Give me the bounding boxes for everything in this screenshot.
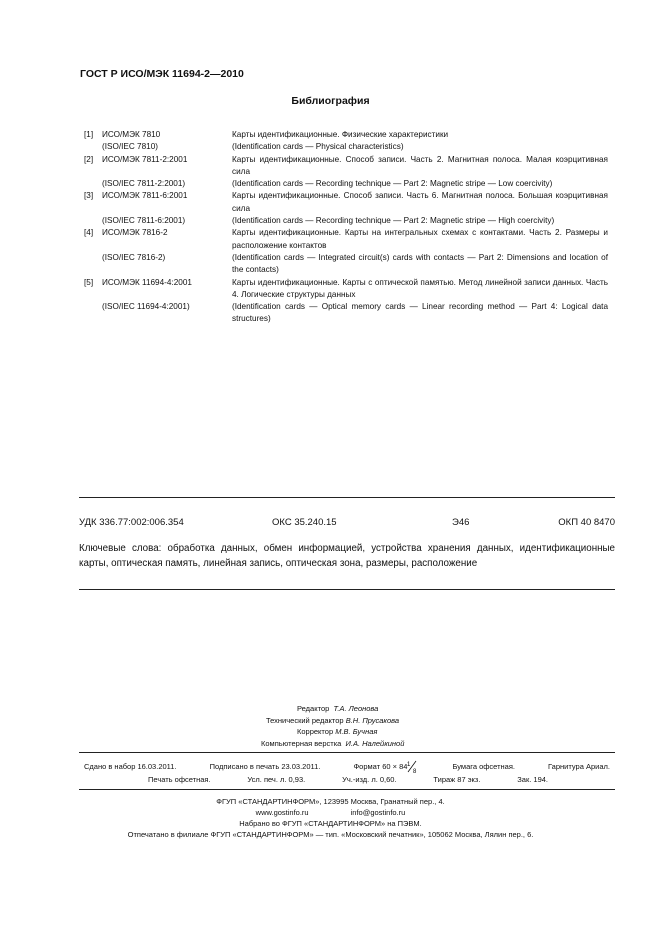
publisher-typeset: Набрано во ФГУП «СТАНДАРТИНФОРМ» на ПЭВМ. bbox=[239, 819, 422, 828]
bib-row bbox=[84, 129, 608, 141]
format-fraction bbox=[407, 763, 419, 772]
imprint-format bbox=[353, 760, 419, 773]
bib-number bbox=[84, 215, 102, 227]
editor-role: Корректор bbox=[297, 727, 334, 736]
imprint-item: Формат 60 × 84 bbox=[353, 762, 408, 771]
bib-number: [4] bbox=[84, 228, 94, 238]
bib-code: (ISO/IEC 7811-6:2001) bbox=[102, 216, 186, 226]
keywords: Ключевые слова: обработка данных, обмен информацией, устройства хранения данных, идентификационные карты, оптическая память, линейная запись, оптическая зона, размеры, расположение bbox=[79, 543, 615, 569]
publisher-contacts bbox=[0, 807, 661, 818]
publisher-website: www.gostinfo.ru bbox=[255, 808, 309, 817]
bib-number: [3] bbox=[84, 191, 94, 201]
editor-role: Компьютерная верстка bbox=[261, 738, 342, 748]
editor-line bbox=[266, 715, 661, 727]
editor-name: В.Н. Прусакова bbox=[345, 715, 400, 725]
bib-row bbox=[84, 215, 608, 227]
publisher-printed: Отпечатано в филиале ФГУП «СТАНДАРТИНФОРМ» — тип. «Московский печатник», 105062 Москва, Лялин пер., 6. bbox=[127, 830, 534, 839]
editor-line bbox=[297, 726, 661, 738]
bib-row bbox=[84, 252, 608, 277]
e-code: Э46 bbox=[452, 517, 470, 528]
bib-code: (ISO/IEC 7810) bbox=[102, 142, 158, 152]
editors-block bbox=[0, 703, 661, 749]
editor-name: И.А. Налейкиной bbox=[345, 738, 405, 748]
bib-code: ИСО/МЭК 7811-2:2001 bbox=[102, 154, 188, 164]
divider-middle bbox=[79, 589, 615, 590]
imprint-item: Печать офсетная. bbox=[148, 775, 211, 784]
editor-name: Т.А. Леонова bbox=[333, 704, 379, 713]
imprint-item: Гарнитура Ариал. bbox=[548, 762, 610, 771]
divider-imprint-top bbox=[79, 752, 615, 753]
editor-name: М.В. Бучная bbox=[335, 727, 378, 736]
bib-code: ИСО/МЭК 7810 bbox=[102, 130, 161, 139]
publisher-address: ФГУП «СТАНДАРТИНФОРМ», 123995 Москва, Гранатный пер., 4. bbox=[216, 797, 445, 806]
fraction-numerator: 1 bbox=[407, 761, 411, 768]
bib-description: Карты идентификационные. Способ записи. Часть 6. Магнитная полоса. Большая коэрцитивная сила bbox=[232, 191, 608, 213]
publisher-email: info@gostinfo.ru bbox=[350, 808, 406, 817]
imprint-item: Подписано в печать 23.03.2011. bbox=[209, 762, 321, 771]
okp-code: ОКП 40 8470 bbox=[558, 517, 615, 528]
imprint-line-1 bbox=[84, 760, 610, 773]
imprint-item: Бумага офсетная. bbox=[452, 762, 515, 771]
bib-description: (Identification cards — Optical memory cards — Linear recording method — Part 4: Logical data structures) bbox=[232, 302, 608, 324]
udc-code: УДК 336.77:002:006.354 bbox=[79, 517, 184, 528]
bib-description: Карты идентификационные. Карты с оптической памятью. Метод линейной записи данных. Часть 4. Логические структуры данных bbox=[232, 277, 608, 299]
bib-row bbox=[84, 277, 608, 302]
editor-role: Редактор bbox=[297, 704, 330, 713]
bib-row bbox=[84, 141, 608, 153]
bib-number: [2] bbox=[84, 154, 94, 164]
classification-row bbox=[79, 517, 615, 531]
fraction-denominator: 8 bbox=[413, 768, 417, 774]
editor-role: Технический редактор bbox=[266, 715, 344, 725]
bib-description: Карты идентификационные. Физические характеристики bbox=[232, 130, 449, 139]
bibliography-list bbox=[84, 129, 608, 326]
document-code-header: ГОСТ Р ИСО/МЭК 11694-2—2010 bbox=[80, 68, 244, 80]
bib-number: [5] bbox=[84, 277, 94, 287]
bib-description: (Identification cards — Integrated circuit(s) cards with contacts — Part 2: Dimensions and location of the contacts) bbox=[232, 252, 608, 275]
bib-description: Карты идентификационные. Способ записи. Часть 2. Магнитная полоса. Малая коэрцитивная сила bbox=[232, 154, 608, 176]
bib-row bbox=[84, 190, 608, 215]
bib-description: Карты идентификационные. Карты на интегральных схемах с контактами. Часть 2. Размеры и расположение контактов bbox=[232, 228, 608, 250]
bib-code: ИСО/МЭК 11694-4:2001 bbox=[102, 277, 192, 287]
imprint-item: Сдано в набор 16.03.2011. bbox=[84, 762, 177, 771]
bib-code: ИСО/МЭК 7811-6:2001 bbox=[102, 191, 188, 201]
imprint-item: Усл. печ. л. 0,93. bbox=[247, 775, 306, 784]
bib-description: (Identification cards — Physical characteristics) bbox=[232, 142, 404, 152]
bib-row bbox=[84, 178, 608, 190]
bib-code: (ISO/IEC 7816-2) bbox=[102, 252, 166, 262]
divider-top bbox=[79, 497, 615, 498]
imprint-item: Уч.-изд. л. 0,60. bbox=[342, 775, 397, 784]
bib-description: (Identification cards — Recording technique — Part 2: Magnetic stripe — High coercivity) bbox=[232, 216, 555, 226]
imprint-item: Зак. 194. bbox=[517, 775, 548, 784]
bib-number bbox=[84, 301, 102, 326]
bib-number bbox=[84, 141, 102, 153]
bib-row bbox=[84, 301, 608, 326]
bib-code: (ISO/IEC 7811-2:2001) bbox=[102, 179, 186, 189]
bib-number bbox=[84, 178, 102, 190]
editor-line bbox=[261, 738, 661, 750]
bib-row bbox=[84, 227, 608, 252]
bib-row bbox=[84, 154, 608, 179]
bibliography-title: Библиография bbox=[291, 95, 370, 107]
bib-number: [1] bbox=[84, 130, 94, 139]
bib-code: (ISO/IEC 11694-4:2001) bbox=[102, 302, 190, 312]
bib-code: ИСО/МЭК 7816-2 bbox=[102, 228, 168, 238]
publisher-block bbox=[0, 796, 661, 840]
divider-imprint-bottom bbox=[79, 789, 615, 790]
imprint-line-2 bbox=[148, 773, 548, 786]
oks-code: ОКС 35.240.15 bbox=[272, 517, 337, 528]
imprint-item: Тираж 87 экз. bbox=[433, 775, 481, 784]
bib-description: (Identification cards — Recording technique — Part 2: Magnetic stripe — Low coercivity) bbox=[232, 179, 553, 189]
bib-number bbox=[84, 252, 102, 277]
editor-line bbox=[297, 703, 661, 715]
